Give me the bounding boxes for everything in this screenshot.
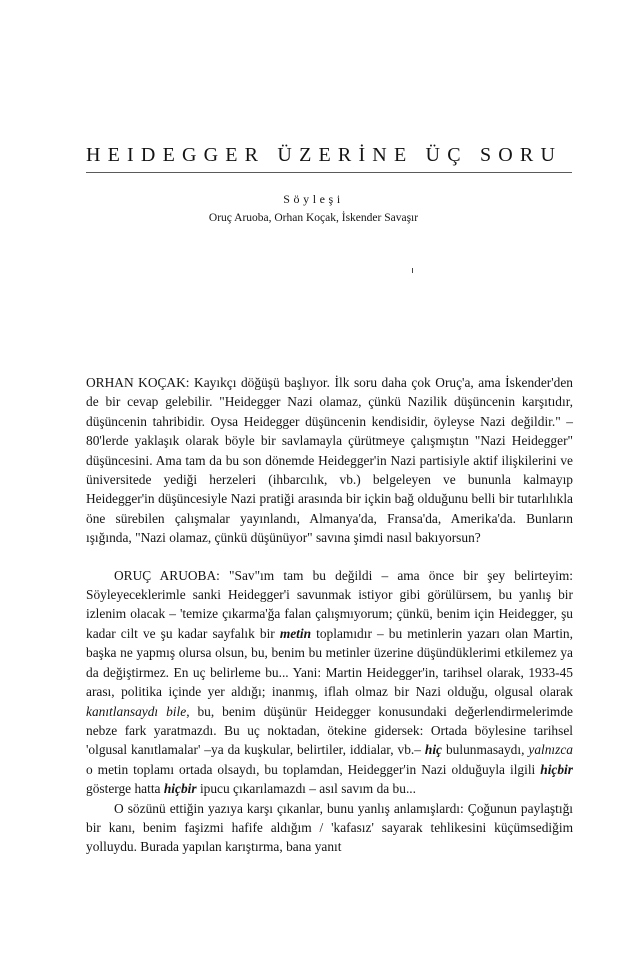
- title-rule: [86, 172, 572, 173]
- text-run: ipucu çıkarılamazdı – asıl savım da bu...: [196, 781, 416, 797]
- text-run: , bu, benim düşünür Heidegger konusundaki değerlendirmelerimde nebze fark yaratmazdı. Bu uç noktadan, ötekine gidersek: Ortada böylesine tarihsel 'olgusal kanıtlamalar' –ya da kuşkular, belirtiler, iddialar, vb.–: [86, 703, 573, 758]
- paragraph: [86, 373, 573, 548]
- emphasis-text: yalnızca: [528, 742, 573, 758]
- authors: Oruç Aruoba, Orhan Koçak, İskender Savaşır: [208, 212, 419, 224]
- emphasis-text: hiç: [424, 742, 443, 758]
- paragraph: [86, 566, 573, 799]
- emphasis-text: hiçbir: [540, 761, 573, 777]
- text-run: o metin toplamı ortada olsaydı, bu toplamdan, Heidegger'in Nazi olduğuyla ilgili: [86, 761, 541, 777]
- article-body: [86, 373, 573, 857]
- emphasis-text: kanıtlansaydı bile: [86, 703, 187, 719]
- text-run: toplamıdır – bu metinlerin yazarı olan Martin, başka ne yapmış olursa olsun, bu, benim bu metinler üzerine düşündüklerimi etkilemez ya da değiştirmez. En uç belirleme bu... Yani: Martin Heidegger'in, tarihsel olarak, 1933-45 arası, politika içinde yer aldığı; inanmış, iflah olmaz bir Nazi olduğu, olgusal olarak: [86, 625, 573, 700]
- text-run: O sözünü ettiğin yazıya karşı çıkanlar, bunu yanlış anlamışlardı: Çoğunun paylaştığı bir kanı, benim faşizmi hafife aldığım / 'kafasız' sayarak tehlikesini küçümsediğim yolluydu. Burada yapılan karıştırma, bana yanıt: [86, 800, 573, 855]
- paragraph: [86, 799, 573, 857]
- subtitle: Söyleşi: [283, 192, 344, 206]
- print-speck: [412, 268, 413, 273]
- text-run: bulunmasaydı,: [442, 742, 529, 758]
- emphasis-text: metin: [279, 625, 312, 641]
- text-run: ORHAN KOÇAK: Kayıkçı döğüşü başlıyor. İlk soru daha çok Oruç'a, ama İskender'den de bir cevap gelebilir. "Heidegger Nazi olamaz, çünkü Nazilik düşüncenin karşıtıdır, düşüncenin tahribidir. Oysa Heidegger düşüncenin kendisidir, öyleyse Nazi değildir." – 80'lerde yaklaşık olarak böyle bir savlamayla çürütmeye çalışmıştın "Nazi Heidegger" düşüncesini. Ama tam da bu son dönemde Heidegger'in Nazi partisiyle aktif ilişkilerini ve üniversitede yediği herzeleri (ihbarcılık, vb.) belgeleyen ve bununla kalmayıp Heidegger'in düşüncesiyle Nazi pratiği arasında bir içkin bağ olduğunu belli bir tutarlılıkla öne sürebilen çalışmalar yayınlandı, Almanya'da, Fransa'da, Amerika'da. Bunların ışığında, "Nazi olamaz, çünkü düşünüyor" savına şimdi nasıl bakıyorsun?: [86, 375, 573, 546]
- text-run: gösterge hatta: [86, 781, 164, 797]
- page-title: HEIDEGGER ÜZERİNE ÜÇ SORU: [86, 144, 563, 166]
- emphasis-text: hiçbir: [163, 781, 197, 797]
- text-run: ORUÇ ARUOBA: "Sav"ım tam bu değildi – ama önce bir şey belirteyim: Söyleyeceklerimle sanki Heidegger'i savunmak istiyor gibi görülürsem, bu yanlış bir izlenim olacak – 'temize çıkarma'ğa falan çalışmıyorum; çünkü, benim için Heidegger, şu kadar cilt ve şu kadar sayfalık bir: [86, 567, 573, 641]
